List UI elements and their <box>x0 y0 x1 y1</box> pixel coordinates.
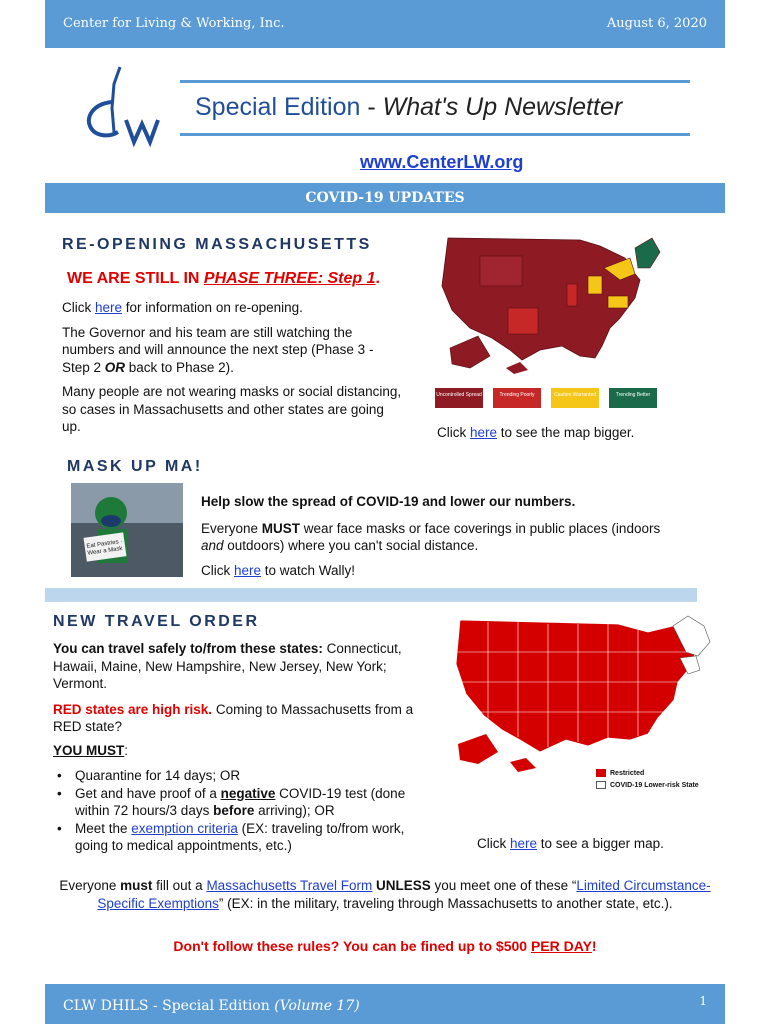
header-bar <box>45 0 725 48</box>
red-states-paragraph: RED states are high risk. Coming to Massachusetts from a RED state? <box>53 701 414 734</box>
page-number: 1 <box>699 994 707 1008</box>
phase-status: WE ARE STILL IN PHASE THREE: Step 1. <box>67 270 380 287</box>
website-link[interactable]: www.CenterLW.org <box>360 152 524 172</box>
footer-label: CLW DHILS - Special Edition (Volume 17) <box>63 998 360 1014</box>
covid-updates-band: COVID-19 UPDATES <box>45 183 725 213</box>
exemption-criteria-link[interactable]: exemption criteria <box>131 820 238 836</box>
travel-form-note: Everyone must fill out a Massachusetts Travel Form UNLESS you meet one of these “Limited Circumstance-Specific Exemptions” (EX: in the military, traveling through Massachusetts to another state, etc.). <box>59 878 711 911</box>
travel-map[interactable] <box>448 612 718 798</box>
reopening-text <box>62 299 402 436</box>
reopening-map-legend <box>435 388 665 410</box>
mask-text <box>201 493 671 579</box>
mask-heading: MASK UP MA! <box>67 458 203 475</box>
clw-logo <box>82 62 166 150</box>
legend-trending-better: Trending Better <box>609 388 657 408</box>
list-item: • Quarantine for 14 days; OR <box>53 767 408 785</box>
legend-caution: Caution Warranted <box>551 388 599 408</box>
governor-paragraph: The Governor and his team are still watching the numbers and will announce the next step (Phase 3 - Step 2 OR back to Phase 2). <box>62 324 374 375</box>
cases-paragraph: Many people are not wearing masks or social distancing, so cases in Massachusetts and other states are going up. <box>62 384 402 434</box>
list-item: • Meet the exemption criteria (EX: traveling to/from work, going to medical appointments, etc.) <box>53 820 408 855</box>
wally-sign-text: Eat Pastries · Wear a Mask <box>86 538 123 557</box>
reopening-click-line: Click here for information on re-opening. <box>62 300 303 315</box>
legend-restricted: Restricted <box>596 768 699 780</box>
mask-must-paragraph: Everyone MUST wear face masks or face coverings in public places (indoors and outdoors) where you can't social distance. <box>201 520 661 553</box>
header-org: Center for Living & Working, Inc. <box>63 16 285 31</box>
list-item: • Get and have proof of a negative COVID-19 test (done within 72 hours/3 days before arriving); OR <box>53 785 408 820</box>
travel-map-caption: Click here to see a bigger map. <box>477 836 664 851</box>
legend-lower-risk: COVID-19 Lower-risk State <box>596 780 699 792</box>
title-rule-bottom <box>180 133 690 136</box>
wally-video-link[interactable]: here <box>234 562 262 578</box>
reopening-map[interactable] <box>430 228 670 418</box>
you-must-list <box>53 767 408 855</box>
title-rule-top <box>180 80 690 83</box>
travel-map-link[interactable]: here <box>510 836 538 851</box>
reopening-heading: RE-OPENING MASSACHUSETTS <box>62 236 372 253</box>
wally-photo[interactable] <box>71 483 183 577</box>
reopening-info-link[interactable]: here <box>95 300 123 315</box>
travel-map-legend <box>596 768 699 792</box>
travel-heading: NEW TRAVEL ORDER <box>53 613 260 630</box>
fine-warning: Don't follow these rules? You can be fined up to $500 PER DAY! <box>173 938 597 954</box>
phase-link[interactable]: PHASE THREE: Step 1 <box>203 270 376 287</box>
travel-text <box>53 640 428 855</box>
header-date: August 6, 2020 <box>606 16 707 31</box>
exemptions-link[interactable]: Limited Circumstance-Specific Exemptions <box>97 878 711 911</box>
footer-bar <box>45 984 725 1024</box>
section-divider <box>45 588 697 602</box>
travel-form-link[interactable]: Massachusetts Travel Form <box>206 878 373 893</box>
newsletter-title: Special Edition - What's Up Newsletter <box>195 93 623 121</box>
you-must-label: YOU MUST: <box>53 742 129 758</box>
reopening-map-caption: Click here to see the map bigger. <box>437 425 635 440</box>
mask-bold-line: Help slow the spread of COVID-19 and lower our numbers. <box>201 494 576 509</box>
wally-click-line: Click here to watch Wally! <box>201 562 356 578</box>
legend-uncontrolled: Uncontrolled Spread <box>435 388 483 408</box>
safe-states-paragraph: You can travel safely to/from these states: Connecticut, Hawaii, Maine, New Hampshire, New Jersey, New York; Vermont. <box>53 641 402 691</box>
reopening-map-link[interactable]: here <box>470 425 498 440</box>
legend-trending-poorly: Trending Poorly <box>493 388 541 408</box>
